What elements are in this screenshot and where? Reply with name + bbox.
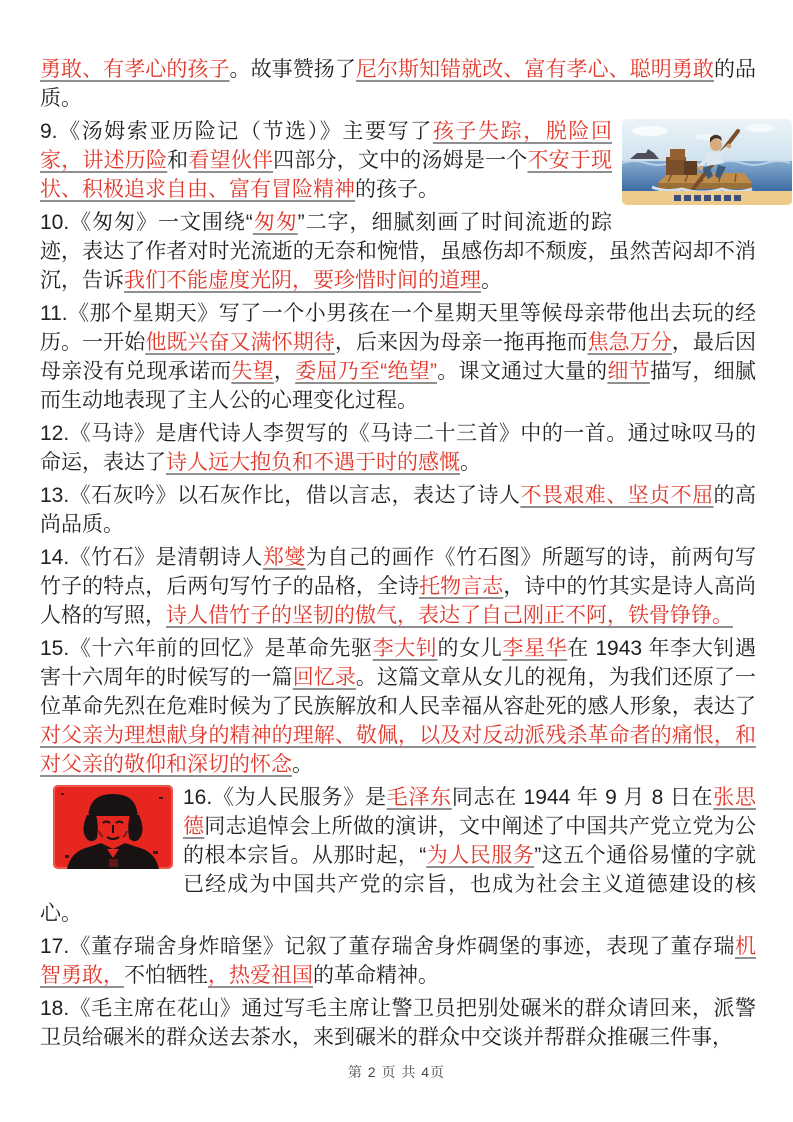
text-segment: 17.《董存瑞舍身炸暗堡》记叙了董存瑞舍身炸碉堡的事迹，表现了董存瑞 (40, 935, 735, 958)
tom-sawyer-raft-svg (622, 119, 792, 205)
highlighted-text-segment: 脱险回家， (40, 120, 613, 172)
text-segment: 16.《为人民服务》是 (183, 786, 387, 809)
highlighted-text-segment: ，热爱祖国 (208, 964, 313, 987)
paragraph-10 (40, 932, 756, 990)
text-segment: 。课文通过大量的 (437, 360, 608, 383)
paragraph-7 (40, 543, 756, 630)
text-segment: 14.《竹石》是清朝诗人 (40, 546, 263, 569)
text-segment: 描写，细腻而生动地表现了主人公的心理变化过程。 (40, 360, 757, 412)
tom-sawyer-raft-illustration (622, 119, 792, 213)
highlighted-text-segment: 不畏艰难、坚贞不屈 (520, 484, 714, 507)
text-segment: 的品质。 (40, 58, 757, 110)
highlighted-text-segment: 回忆录 (292, 666, 356, 689)
text-segment: 。 (460, 451, 481, 474)
highlighted-text-segment: 对父亲为理想献身的精神的理解、敬佩，以及对反动派残杀革命者的痛恨，和对父亲的敬仰和深切的怀念 (40, 724, 756, 776)
highlighted-text-segment: 不安于现状、积极追求自由、富有冒险精神 (40, 149, 613, 201)
highlighted-text-segment: 委屈乃至“绝望” (295, 360, 438, 383)
text-segment: 同志追悼会上所做的演讲，文中阐述了中国共产党立党为公的根本宗旨。从那时起，“ (183, 815, 757, 867)
highlighted-text-segment: 张思德 (183, 786, 757, 838)
page-number-footer: 第 2 页 共 4页 (347, 1064, 446, 1080)
paragraph-1 (40, 55, 756, 113)
caption-glyph-marks (674, 195, 741, 201)
text-segment: ”这五个通俗易懂的字就已经成为中国共产党的宗旨，也成为社会主义道德建设的核心。 (40, 844, 756, 925)
highlighted-text-segment: 失望 (231, 360, 274, 383)
highlighted-text-segment: 李大钊 (372, 637, 438, 660)
text-segment: 。 (292, 753, 313, 776)
paragraph-8 (40, 634, 756, 779)
highlighted-text-segment: 诗人借竹子的坚韧的傲气，表达了自己刚正不阿，铁骨铮铮。 (166, 604, 733, 627)
highlighted-text-segment: 他既兴奋又满怀期待 (145, 331, 335, 354)
text-segment: 。 (481, 269, 502, 292)
paragraph-5 (40, 419, 756, 477)
text-segment: 13.《石灰吟》以石灰作比，借以言志，表达了诗人 (40, 484, 521, 507)
text-segment: ， (273, 360, 296, 383)
text-segment: 不怕牺牲 (124, 964, 208, 987)
highlighted-text-segment: 讲述历险 (82, 149, 168, 172)
text-segment: 的革命精神。 (313, 964, 439, 987)
highlighted-text-segment: 孩子失踪， (432, 120, 546, 143)
text-segment: ，诗中的竹其实是诗人高尚人格的写照， (40, 575, 757, 627)
paragraph-2 (40, 117, 756, 204)
highlighted-text-segment: 郑燮 (262, 546, 306, 569)
text-segment: 同志在 1944 年 9 月 8 日在 (451, 786, 714, 809)
highlighted-text-segment: 为人民服务 (426, 844, 535, 867)
zhang-side-portrait-svg (53, 785, 173, 869)
highlighted-text-segment: 细节 (607, 360, 650, 383)
text-segment: 12.《马诗》是唐代诗人李贺写的《马诗二十三首》中的一首。通过咏叹马的命运，表达了 (40, 422, 756, 474)
text-segment: 9.《汤姆索亚历险记（节选）》主要写了 (40, 120, 433, 143)
text-segment: ，最后因母亲没有兑现承诺而 (40, 331, 757, 383)
paragraph-9 (40, 783, 756, 928)
highlighted-text-segment: 焦急万分 (587, 331, 672, 354)
cloud-shape (632, 126, 668, 136)
text-segment: 四部分，文中的汤姆是一个 (273, 149, 528, 172)
highlighted-text-segment: 诗人远大抱负和不遇于时的感慨 (166, 451, 460, 474)
highlighted-text-segment: 毛泽东 (386, 786, 452, 809)
text-segment: 和 (167, 149, 189, 172)
text-segment: 15.《十六年前的回忆》是革命先驱 (40, 637, 373, 660)
paragraph-3 (40, 208, 756, 295)
text-segment: 的女儿 (437, 637, 503, 660)
text-segment: ”二字，细腻刻画了时间流逝的踪迹，表达了作者对时光流逝的无奈和惋惜，虽感伤却不颓废，虽然苦闷却不消沉，告诉 (40, 211, 756, 292)
text-segment: 。这篇文章从女儿的视角，为我们还原了一位革命先烈在危难时候为了民族解放和人民幸福从容赴死的感人形象，表达了 (40, 666, 757, 718)
text-segment: 10.《匆匆》一文围绕“ (40, 211, 253, 234)
zhang-side-woodcut-portrait (53, 785, 173, 877)
highlighted-text-segment: 看望伙伴 (188, 149, 274, 172)
text-segment: 为自己的画作《竹石图》所题写的诗，前两句写竹子的特点，后两句写竹子的品格，全诗 (40, 546, 757, 598)
paragraph-6 (40, 481, 756, 539)
highlighted-text-segment: 匆匆 (252, 211, 298, 234)
text-segment: ，后来因为母亲一拖再拖而 (334, 331, 588, 354)
text-segment: 的孩子。 (355, 178, 439, 201)
text-segment: 11.《那个星期天》写了一个小男孩在一个星期天里等候母亲带他出去玩的经历。一开始 (40, 302, 756, 354)
text-segment: 。故事赞扬了 (229, 58, 356, 81)
highlighted-text-segment: 托物言志 (419, 575, 504, 598)
paragraph-4 (40, 299, 756, 415)
text-segment: 的高尚品质。 (40, 484, 757, 536)
highlighted-text-segment: 机智勇敢， (40, 935, 756, 987)
document-content (40, 55, 756, 1052)
highlighted-text-segment: 李星华 (502, 637, 568, 660)
text-segment: 在 1943 年李大钊遇害十六周年的时候写的一篇 (40, 637, 757, 689)
highlighted-text-segment: 我们不能虚度光阴，要珍惜时间的道理 (124, 269, 481, 292)
text-segment: 18.《毛主席在花山》通过写毛主席让警卫员把别处碾米的群众请回来，派警卫员给碾米的群众送去茶水，来到碾米的群众中交谈并帮群众推碾三件事， (40, 997, 756, 1049)
highlighted-text-segment: 尼尔斯知错就改、富有孝心、聪明勇敢 (355, 58, 714, 81)
highlighted-text-segment: 勇敢、有孝心的孩子 (40, 58, 230, 81)
paragraph-11 (40, 994, 756, 1052)
